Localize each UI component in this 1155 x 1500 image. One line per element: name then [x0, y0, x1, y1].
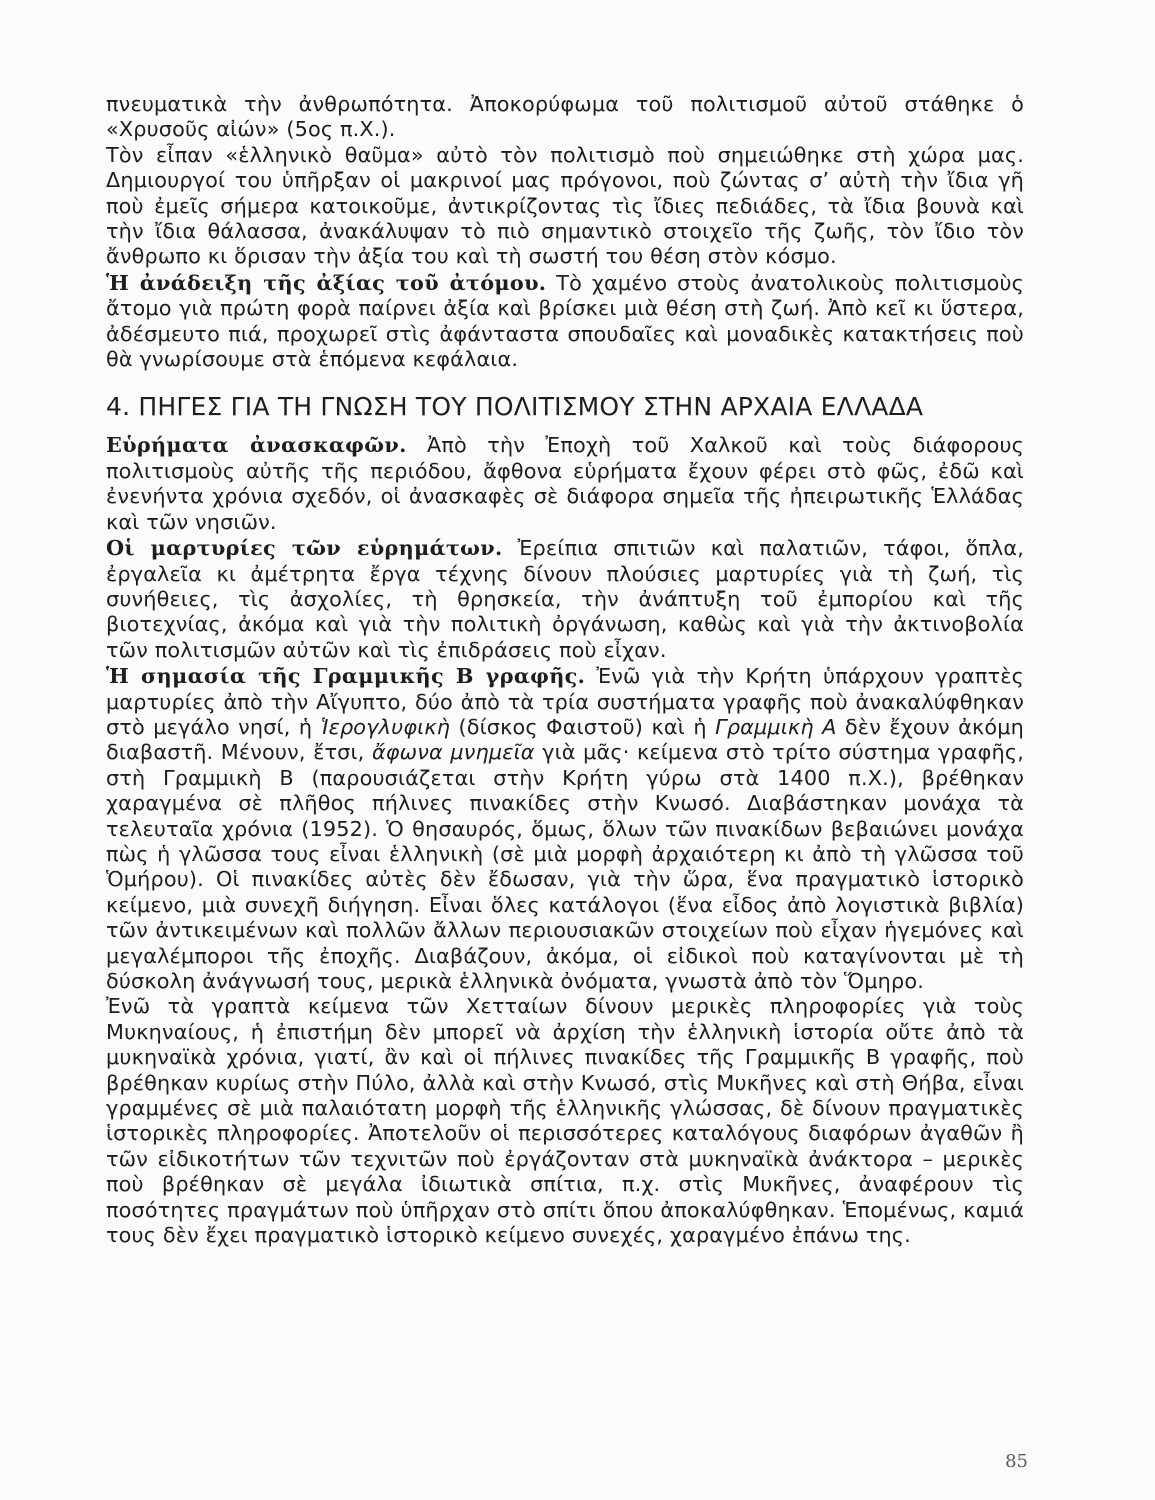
paragraph-text: δὲν ἔχουν ἀκόμη διαβαστῆ. Μένουν, ἔτσι, — [106, 714, 1025, 765]
paragraph-text: Ἀπὸ τὴν Ἐποχὴ τοῦ Χαλκοῦ καὶ τοὺς διάφορους πολιτισμοὺς αὐτῆς τῆς περιόδου, ἄφθονα εὑρήματα ἔχουν φέρει στὸ φῶς, ἐδῶ καὶ ἐνενήντα χρόνια σχεδόν, οἱ ἀνασκαφὲς σὲ διάφορα σημεῖα τῆς ἠπειρωτικῆς Ἑλλάδας καὶ τῶν νησιῶν. — [106, 433, 1024, 534]
italic-term: Ἱερογλυφικὴ — [320, 714, 451, 739]
paragraph-grammiki — [106, 663, 1024, 994]
italic-term: Γραμμικὴ Α — [715, 714, 837, 739]
paragraph-martyries — [106, 535, 1024, 663]
paragraph-evrimata — [106, 432, 1024, 535]
page-number: 85 — [1005, 1451, 1028, 1472]
paragraph-intro-2: Τὸν εἶπαν «ἑλληνικὸ θαῦμα» αὐτὸ τὸν πολιτισμὸ ποὺ σημειώθηκε στὴ χώρα μας. Δημιουργοί του ὑπῆρξαν οἱ μακρινοί μας πρόγονοι, ποὺ ζώντας σ’ αὐτὴ τὴν ἴδια γῆ ποὺ ἐμεῖς σήμερα κατοικοῦμε, ἀντικρίζοντας τὶς ἴδιες πεδιάδες, τὰ ἴδια βουνὰ καὶ τὴν ἴδια θάλασσα, ἀνακάλυψαν τὸ πιὸ σημαντικὸ στοιχεῖο τῆς ζωῆς, τὸν ἴδιο τὸν ἄνθρωπο κι ὅρισαν τὴν ἀξία του καὶ τὴ σωστή του θέση στὸν κόσμο. — [106, 142, 1024, 269]
paragraph-text: Ἐρείπια σπιτιῶν καὶ παλατιῶν, τάφοι, ὅπλα, ἐργαλεῖα κι ἀμέτρητα ἔργα τέχνης δίνουν πλούσιες μαρτυρίες γιὰ τὴ ζωή, τὶς συνήθειες, τὶς ἀσχολίες, τὴ θρησκεία, τὴν ἀνάπτυξη τοῦ ἐμπορίου καὶ τῆς βιοτεχνίας, ἀκόμα καὶ γιὰ τὴν πολιτικὴ ὀργάνωση, καθὼς καὶ γιὰ τὴν ἀκτινοβολία τῶν πολιτισμῶν αὐτῶν καὶ τὶς ἐπιδράσεις ποὺ εἶχαν. — [106, 536, 1024, 662]
body-text — [106, 92, 1024, 1248]
section-heading: 4. ΠΗΓΕΣ ΓΙΑ ΤΗ ΓΝΩΣΗ ΤΟΥ ΠΟΛΙΤΙΣΜΟΥ ΣΤΗΝ ΑΡΧΑΙΑ ΕΛΛΑΔΑ — [106, 392, 924, 422]
paragraph-lead: Ἡ ἀνάδειξη τῆς ἀξίας τοῦ ἀτόμου. — [106, 269, 547, 295]
paragraph-text: Ἐνῶ γιὰ τὴν Κρήτη ὑπάρχουν γραπτὲς μαρτυρίες ἀπὸ τὴν Αἴγυπτο, δύο ἀπὸ τὰ τρία συστήματα γραφῆς ποὺ ἀνακαλύφθηκαν στὸ μεγάλο νησί, ἡ — [106, 664, 1024, 739]
paragraph-lead: Οἱ μαρτυρίες τῶν εὑρημάτων. — [106, 535, 503, 561]
paragraph-lead: Ἡ σημασία τῆς Γραμμικῆς Β γραφῆς. — [106, 663, 586, 689]
paragraph-text: γιὰ μᾶς· κείμενα στὸ τρίτο σύστημα γραφῆς, στὴ Γραμμικὴ Β (παρουσιάζεται στὴν Κρήτη γύρω στὰ 1400 π.Χ.), βρέθηκαν χαραγμένα σὲ πλῆθος πήλινες πινακίδες στὴν Κνωσό. Διαβάστηκαν μονάχα τὰ τελευταῖα χρόνια (1952). Ὁ θησαυρός, ὅμως, ὅλων τῶν πινακίδων βεβαιώνει μονάχα πὼς ἡ γλῶσσα τους εἶναι ἑλληνικὴ (σὲ μιὰ μορφὴ ἀρχαιότερη κι ἀπὸ τὴ γλῶσσα τοῦ Ὁμήρου). Οἱ πινακίδες αὐτὲς δὲν ἔδωσαν, γιὰ τὴν ὥρα, ἕνα πραγματικὸ ἱστορικὸ κείμενο, μιὰ συνεχῆ διήγηση. Εἶναι ὅλες κατάλογοι (ἕνα εἶδος ἀπὸ λογιστικὰ βιβλία) τῶν ἀντικειμένων καὶ πολλῶν ἄλλων περιουσιακῶν στοιχείων ποὺ εἶχαν ἡγεμόνες καὶ μεγαλέμποροι τῆς ἐποχῆς. Διαβάζουν, ἀκόμα, οἱ εἰδικοὶ ποὺ καταγίνονται μὲ τὴ δύσκολη ἀνάγνωσή τους, μερικὰ ἑλληνικὰ ὀνόματα, γνωστὰ ἀπὸ τὸν Ὅμηρο. — [106, 740, 1024, 993]
paragraph-final: Ἐνῶ τὰ γραπτὰ κείμενα τῶν Χετταίων δίνουν μερικὲς πληροφορίες γιὰ τοὺς Μυκηναίους, ἡ ἐπιστήμη δὲν μπορεῖ νὰ ἀρχίση τὴν ἑλληνικὴ ἱστορία οὔτε ἀπὸ τὰ μυκηναϊκὰ χρόνια, γιατί, ἂν καὶ οἱ πήλινες πινακίδες τῆς Γραμμικῆς Β γραφῆς, ποὺ βρέθηκαν κυρίως στὴν Πύλο, ἀλλὰ καὶ στὴν Κνωσό, στὶς Μυκῆνες καὶ στὴ Θήβα, εἶναι γραμμένες σὲ μιὰ παλαιότατη μορφὴ τῆς ἑλληνικῆς γλώσσας, δὲ δίνουν πραγματικὲς ἱστορικὲς πληροφορίες. Ἀποτελοῦν οἱ περισσότερες καταλόγους διαφόρων ἀγαθῶν ἢ τῶν εἰδικοτήτων τῶν τεχνιτῶν ποὺ ἐργάζονταν στὰ μυκηναϊκὰ ἀνάκτορα – μερικὲς ποὺ βρέθηκαν σὲ μεγάλα ἰδιωτικὰ σπίτια, π.χ. στὶς Μυκῆνες, ἀναφέρουν τὶς ποσότητες πραγμάτων ποὺ ὑπῆρχαν στὸ σπίτι ὅπου ἀποκαλύφθηκαν. Ἑπομένως, καμιά τους δὲν ἔχει πραγματικὸ ἱστορικὸ κείμενο συνεχές, χαραγμένο ἐπάνω της. — [106, 994, 1024, 1248]
paragraph-axia — [106, 270, 1024, 373]
italic-term: ἄφωνα μνημεῖα — [371, 740, 535, 765]
paragraph-text: (δίσκος Φαιστοῦ) καὶ ἡ — [450, 714, 716, 739]
paragraph-intro-1: πνευματικὰ τὴν ἀνθρωπότητα. Ἀποκορύφωμα τοῦ πολιτισμοῦ αὐτοῦ στάθηκε ὁ «Χρυσοῦς αἰών» (5ος π.Χ.). — [106, 92, 1024, 142]
paragraph-lead: Εὑρήματα ἀνασκαφῶν. — [106, 432, 407, 458]
paragraph-text: Τὸ χαμένο στοὺς ἀνατολικοὺς πολιτισμοὺς ἄτομο γιὰ πρώτη φορὰ παίρνει ἀξία καὶ βρίσκει μιὰ θέση στὴ ζωή. Ἀπὸ κεῖ κι ὕστερα, ἀδέσμευτο πιά, προχωρεῖ στὶς ἀφάνταστα σπουδαῖες καὶ μοναδικὲς κατακτήσεις ποὺ θὰ γνωρίσουμε στὰ ἑπόμενα κεφάλαια. — [106, 270, 1024, 372]
